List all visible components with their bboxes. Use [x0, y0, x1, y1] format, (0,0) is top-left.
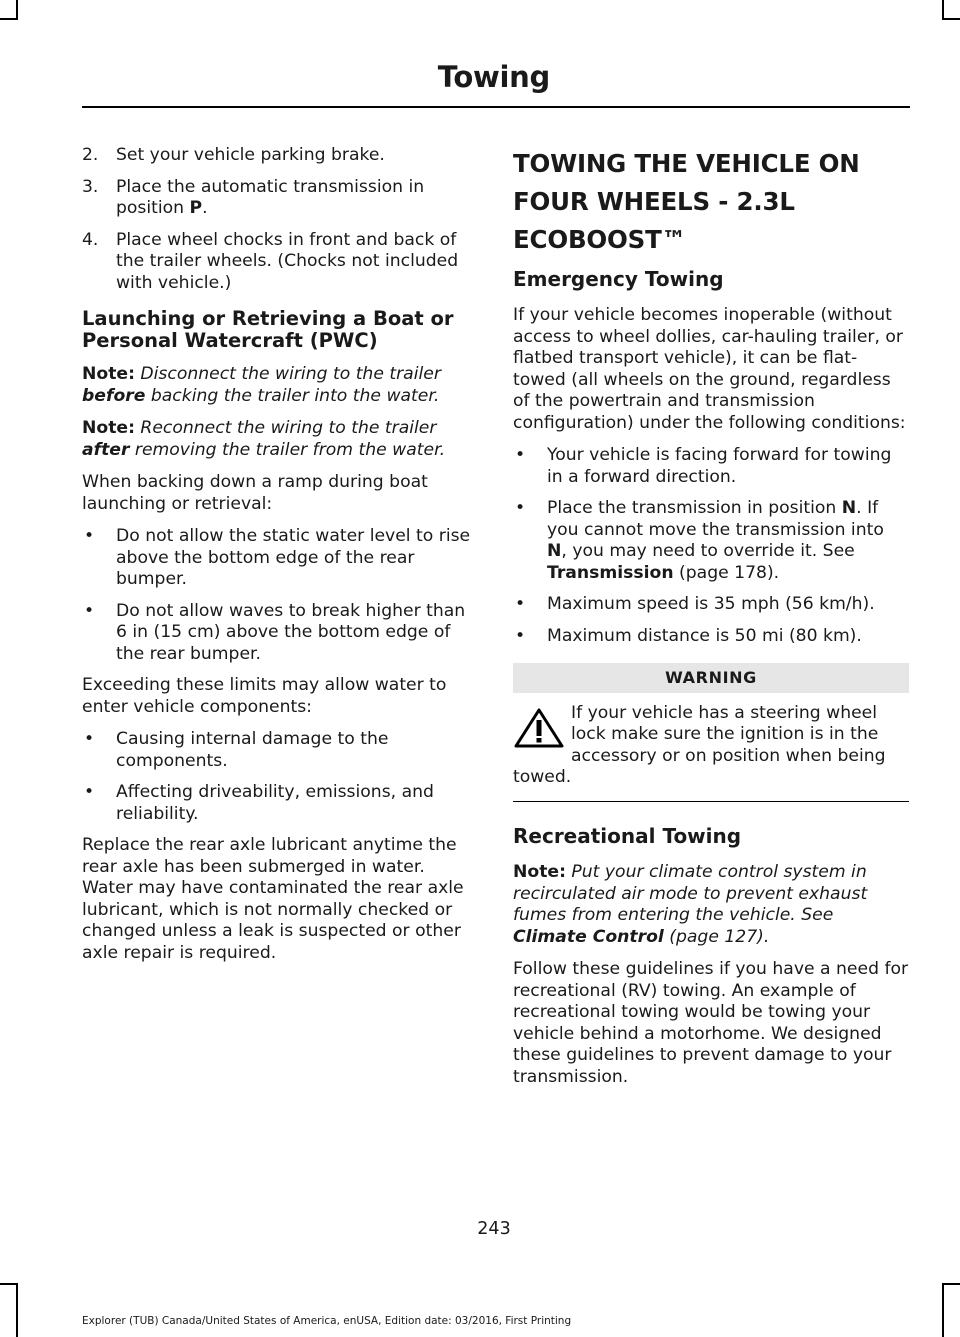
bullet-text: Place the transmission in position — [547, 498, 842, 518]
page-number: 243 — [477, 1219, 511, 1239]
step-text: Place the automatic transmission in position — [116, 176, 425, 218]
bullet-glyph: • — [84, 600, 95, 621]
gear-p: P — [189, 198, 203, 218]
note-text: Reconnect the wiring to the trailer — [134, 418, 437, 438]
list-item — [513, 594, 909, 616]
step-text-end: . — [202, 198, 208, 218]
footer-text: Explorer (TUB) Canada/United States of America, enUSA, Edition date: 03/2016, First Printing — [82, 1315, 572, 1327]
gear-n: N — [547, 541, 562, 561]
note-after — [82, 418, 478, 461]
emergency-paragraph: If your vehicle becomes inoperable (without access to wheel dollies, car-hauling trailer, or flatbed transport vehicle), it can be flat-towed (all wheels on the ground, regardless of the powertrain and transmission configuration) under the following conditions: — [513, 305, 906, 433]
ramp-intro: When backing down a ramp during boat launching or retrieval: — [82, 472, 428, 514]
step-number: 2. — [82, 145, 99, 165]
bullet-text: (page 178). — [673, 562, 780, 583]
step-text: Place wheel chocks in front and back of the trailer wheels. (Chocks not included with vehicle.) — [116, 229, 459, 293]
note-text: Put your climate control system in recirculated air mode to prevent exhaust fumes from entering the vehicle. See — [513, 862, 868, 925]
bullet-glyph: • — [515, 625, 526, 646]
main-heading-line: FOUR WHEELS - 2.3L — [513, 187, 795, 216]
exceeding-bullets — [82, 729, 478, 825]
exceeding-intro: Exceeding these limits may allow water to enter vehicle components: — [82, 675, 447, 717]
transmission-reference[interactable]: Transmission — [547, 562, 674, 583]
bullet-glyph: • — [515, 445, 526, 465]
bullet-glyph: • — [84, 782, 95, 802]
crop-mark-bottom-right-v — [942, 1283, 944, 1337]
step-4 — [82, 230, 478, 295]
recreational-paragraph: Follow these guidelines if you have a need for recreational (RV) towing. An example of recreational towing would be towing your vehicle behind a motorhome. We designed these guidelines to prevent damage to your transmission. — [513, 959, 909, 1087]
crop-mark-bottom-left-h — [0, 1283, 18, 1285]
bullet-text: Do not allow waves to break higher than 6 in (15 cm) above the bottom edge of the rear bumper. — [116, 600, 466, 664]
warning-header: WARNING — [513, 663, 909, 693]
step-number: 3. — [82, 176, 99, 197]
bullet-text: Maximum speed is 35 mph (56 km/h). — [547, 594, 875, 614]
warning-box — [513, 703, 909, 789]
main-heading-line: TOWING THE VEHICLE ON — [513, 149, 860, 178]
header-rule — [82, 106, 910, 108]
main-heading-line: ECOBOOST™ — [513, 225, 686, 254]
bullet-glyph: • — [515, 594, 526, 614]
list-item — [513, 498, 909, 584]
note-emphasis: before — [82, 385, 146, 406]
crop-mark-bottom-right-h — [942, 1283, 960, 1285]
step-text: Set your vehicle parking brake. — [116, 145, 385, 165]
step-2 — [82, 145, 478, 167]
bullet-text: Maximum distance is 50 mi (80 km). — [547, 625, 862, 646]
step-3 — [82, 177, 478, 220]
list-item — [513, 445, 909, 488]
recreational-heading: Recreational Towing — [513, 824, 742, 848]
bullet-text: . If you cannot move the transmission into — [547, 498, 884, 540]
crop-mark-top-left-v — [16, 0, 18, 20]
crop-mark-top-right-v — [942, 0, 944, 20]
main-heading — [513, 145, 909, 259]
step-number: 4. — [82, 229, 99, 250]
list-item — [513, 626, 909, 648]
emergency-heading: Emergency Towing — [513, 267, 724, 291]
conditions-bullets — [513, 445, 909, 647]
note-text-end: backing the trailer into the water. — [145, 385, 440, 406]
bullet-glyph: • — [84, 526, 95, 546]
note-text-end: (page 127). — [663, 926, 770, 947]
ramp-bullets — [82, 526, 478, 665]
note-before — [82, 364, 478, 407]
list-item — [82, 526, 478, 591]
bullet-glyph: • — [515, 498, 526, 518]
note-label: Note: — [513, 862, 566, 882]
crop-mark-top-right-h — [942, 18, 960, 20]
note-emphasis: after — [82, 439, 130, 460]
axle-paragraph: Replace the rear axle lubricant anytime the rear axle has been submerged in water. Water may have contaminated the rear axle lubricant, which is not normally checked or changed unless a leak is suspected or other axle repair is required. — [82, 835, 464, 963]
gear-n: N — [841, 498, 857, 518]
note-label: Note: — [82, 418, 135, 438]
bullet-text: Causing internal damage to the components. — [116, 729, 389, 771]
steps-list — [82, 145, 478, 294]
right-column — [513, 145, 909, 1099]
recreational-note — [513, 862, 909, 948]
warning-triangle-icon — [513, 707, 565, 749]
list-item — [82, 729, 478, 772]
bullet-glyph: • — [84, 729, 95, 749]
climate-control-reference[interactable]: Climate Control — [513, 926, 664, 947]
bullet-text: Do not allow the static water level to rise above the bottom edge of the rear bumper. — [116, 526, 471, 589]
bullet-text: , you may need to override it. See — [561, 541, 855, 561]
page-title: Towing — [437, 60, 550, 94]
bullet-text: Your vehicle is facing forward for towing in a forward direction. — [547, 445, 892, 487]
warning-rule — [513, 801, 909, 803]
left-column — [82, 145, 478, 975]
launch-heading: Launching or Retrieving a Boat or Personal Watercraft (PWC) — [82, 307, 454, 352]
note-label: Note: — [82, 364, 135, 384]
note-text-end: removing the trailer from the water. — [129, 439, 446, 460]
list-item — [82, 601, 478, 666]
warning-text: If your vehicle has a steering wheel lock make sure the ignition is in the accessory or on position when being towed. — [513, 702, 886, 787]
crop-mark-bottom-left-v — [16, 1283, 18, 1337]
crop-mark-top-left-h — [0, 18, 18, 20]
list-item — [82, 782, 478, 825]
note-text: Disconnect the wiring to the trailer — [134, 364, 441, 384]
bullet-text: Affecting driveability, emissions, and reliability. — [116, 782, 434, 824]
